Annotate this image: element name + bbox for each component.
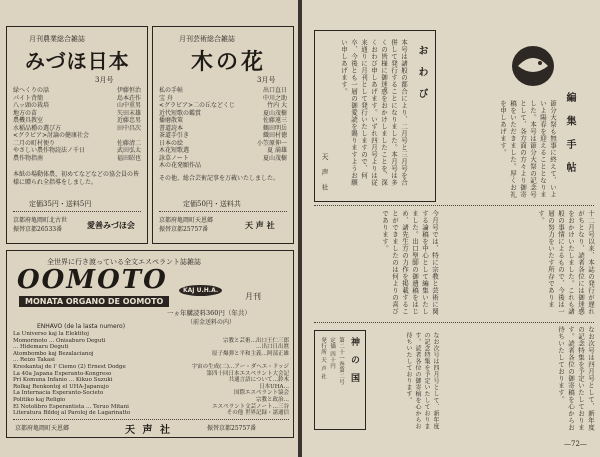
toc-row: 農機具教室 近藤忠男 [13,117,141,124]
colophon-line: 第二十一巻第二号 [338,337,344,385]
apology-signature: 天 声 社 [321,152,329,193]
ad3-logo: OOMOTO [17,265,168,295]
ad1-address: 京都府亀岡町北古世 [13,217,68,224]
ad1-title: みづほ日本 [25,49,130,73]
ad3-price: 一ヵ年購読料360円（年共） [167,309,251,317]
right-page [302,0,600,457]
editor-title: 編 集 手 帖 [564,92,575,178]
toc-row: 詠草ノート 夏山茂樹 [159,154,287,162]
editor-col3: 今月号では、特に宗教と芸術に関する論稿を中心として編集いたしました。出口聖師の御遺稿をはじめ、諸先生方の力作を掲載することができましたのは何よりの喜びであります。 [381,210,439,315]
ad1-note: 本紙の場動体農、初めてなどなどの協会員の皆様に贈られ全指導をしました。 [13,171,140,186]
section-divider [314,205,594,206]
left-page [0,0,298,457]
toc-row: 緑へくりの話 伊藤恒治 [13,87,141,94]
apology-notice [314,30,436,202]
ad2-issue: 3月号 [257,76,276,84]
toc-row: 書道読本 鶴田明岳 [159,124,287,132]
colophon [314,330,366,430]
editor-col1: 節分大祭も無事に終えて、いよいよ陽春を迎えることとなりました。本号は節分大祭の記念号として、各方面の方々より御寄稿をいただきました。厚くお礼を申しあげます。 [499,100,557,198]
contents-row: Momorinoto ... Onisaburo Deguti 宗教と芸術…出口王仁三郎 [13,337,289,344]
ad3-address: 京都府亀岡町天恩郷 [15,425,70,432]
section-divider-2 [314,322,594,323]
page-number: —72— [564,440,587,448]
ad3-divider [13,419,289,420]
ad3-badge: KAJ U.H.A. [179,285,222,296]
contents-row: Pri Komuna Infanio ... Kikuo Suzuki 共通言語について…鈴木 [13,377,289,384]
ad-konohana [152,26,294,244]
colophon-line: 定価 四十円 [329,337,335,370]
contents-row: Literatura Bildoj al Paroloj de Lagarinatto その他 世界記録・諸通信 [13,410,289,417]
toc-row: 宝 舟 中川之助 [159,94,287,102]
ad1-issue: 3月号 [95,76,114,84]
contents-row: ... Reizo Takasi [13,357,55,364]
toc-row: 私の手帖 出口直日 [159,87,287,94]
contents-row: La Internacia Esperanto-Societo 国際エスペラント協会 [13,390,289,397]
ad1-phone: 振替京都26533番 [13,226,63,233]
ad3-contents-head: ENHAVO (de la lasta numero) [37,323,126,330]
ad1-divider [13,211,141,212]
toc-row: 農作物指南 福田昭也 [13,154,141,162]
ad3-monthly: 月刊 [245,292,261,301]
toc-row: 水稲品種の選び方 田中昌次 [13,124,141,132]
toc-row: 木の花発願作品 [159,162,202,169]
fish-bird-icon [510,38,556,90]
ad3-publisher: 天 声 社 [125,425,172,436]
apology-body: 本号は諸般の都合により、二月号と三月号を合併して発行することになりました。本月号は多くの皆様に御迷惑をおかけしましたことを、深くおわび申しあげます。いずれ四月号よりは従来通りに月刊として発行いたしますので、何卒、今後とも一層の御愛読を賜りますようお願い申しあげます。 [340,39,408,186]
ad2-title: 木の花 [191,49,267,75]
toc-row: 地方の苗 矢田末雄 [13,109,141,117]
toc-row: やさしい農作物読法ノ千日 武田弘太 [13,147,141,154]
ad2-subtitle: 月刊芸術総合雑誌 [179,35,235,43]
toc-row: <グラビア>二の丘などくじ 竹内 大 [159,102,287,109]
ad2-phone: 振替京都25757番 [159,226,209,233]
toc-row: 播磨散策 佐藤遠三 [159,117,287,124]
contents-row: Kreskantaj de l' Ciemo (2) Ernest Dodge 宇宙の生成(二)…アー・ダヘエ・ドッジ [13,363,289,370]
ad2-publisher: 天 声 社 [245,220,275,230]
ad3-headline: 全世界に行き渡っている全文エスペラント誌雑誌 [47,258,201,266]
ad-mizuho-nippon [6,26,148,244]
toc-row: 茶道手引き 織田村徳 [159,132,287,139]
ad1-price: 定価35円・送料5円 [29,200,92,208]
ad3-price-sub: （前金送料の内） [187,319,236,326]
ad2-toc [159,87,287,170]
ad2-price: 定価50円・送料共 [183,200,241,208]
toc-row: パイト背簡 島本荘作 [13,94,141,102]
ad3-phone: 振替京都25757番 [207,425,257,432]
contents-row: La Universo kaj la Elektitoj [13,331,89,337]
contents-row: El Notolibro Esperantista ... Teruo Mitani エスペラント文芸ノート…三谷 [13,403,289,410]
ad2-address: 京都府亀岡町天恩郷 [159,217,214,224]
ad1-publisher: 愛善みづほ会 [87,220,135,230]
editor-col4: なお次号は四月号として、新年度の記念特集を予定いたしております。読者各位の御寄稿を心からお待ちいたしております。 [557,326,595,431]
toc-row: 二月の町村便り 佐藤清二 [13,139,141,147]
toc-row: 日本の絵 小笠原伸一 [159,139,287,147]
contents-row: ... Hidemaru Deguti …出口日出麿 [13,344,289,351]
toc-row: <グラビア>討論の健康社会 [13,132,90,139]
contents-row: La 40a Japana Esperanto-Kongreso 第四十回日本エスペラント大会記 [13,370,289,377]
ad-oomoto [6,250,294,438]
contents-row: Rolkaj Renkontoj el UHA-Japanujo 日本UHA… [13,383,289,390]
toc-row: 木花短歌選 夏 満雄 [159,147,287,154]
ad1-toc [13,87,141,162]
toc-row: 近代短歌の鑑賞 夏山茂樹 [159,109,287,117]
colophon-line: 発行所 天 声 社 [320,337,326,380]
apology-title: お わ び [416,45,427,102]
toc-row: 八ッ頭の栽培 山中重男 [13,102,141,109]
contents-row: Politiko kaj Religio 宗教と政治… [13,396,289,403]
colophon-title: 神 の 国 [349,337,359,386]
ad3-contents [13,331,289,417]
editor-col2: 十二月号以来、本誌の発行が遅れがちとなり、読者各位には御迷惑をおかけいたしました。これも諸般の事情によるもので、今後は一層の努力をいたす所存であります。 [537,210,595,315]
editor-illustration [510,38,556,90]
ad2-divider [159,211,287,212]
misc-col: なお次号は四月号として、新年度の記念特集を予定いたしております。読者各位の御寄稿を心からお待ちいたしております。 [405,332,439,430]
ad3-logo-sub: MONATA ORGANO DE OOMOTO [19,296,169,307]
ad2-note: その他、総合芸術記事を万載いたしました。 [159,175,280,182]
ad1-subtitle: 月刊農業総合雑誌 [29,35,85,43]
contents-row: Atombombo kaj Bezalacianoj 原子爆弾と平和主義…阿部正雄 [13,350,289,357]
